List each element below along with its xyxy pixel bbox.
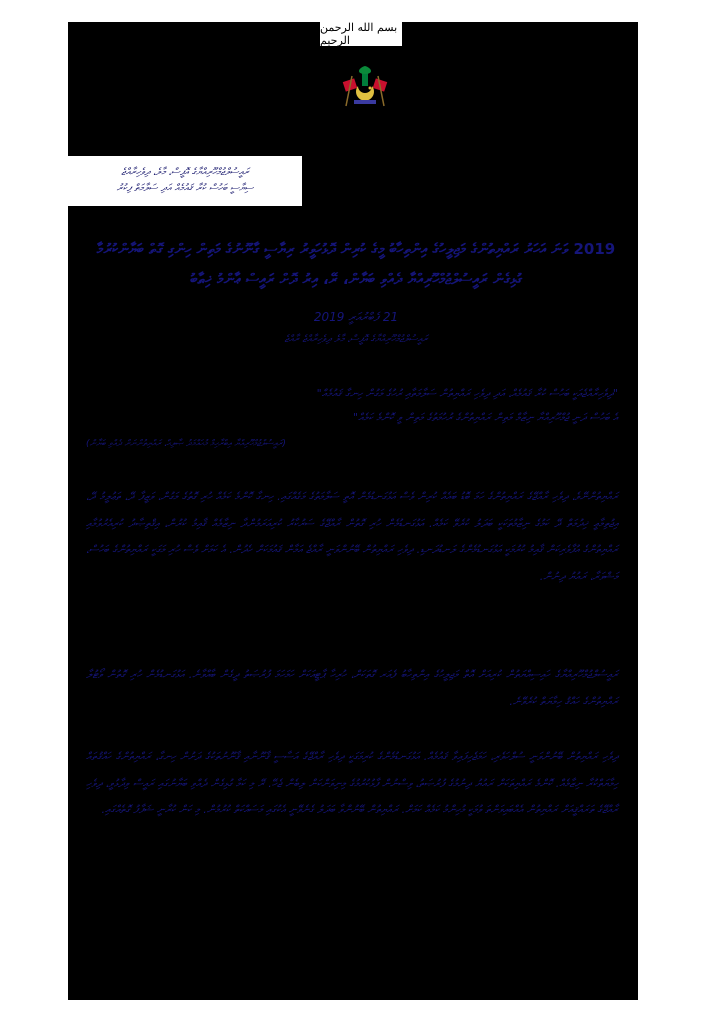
body-paragraph-2: ރައީސުލްޖުމްހޫރިއްޔާގެ ހައިސިއްޔަތުން ކުރިއަށް އޮތް މަޖިލީހުގެ އިންތިހާބު ފެއަރ ގޮތަކަށް، ހުރިހާ ޕާޓީއަކަށް ހަމަހަމަ ފުރުޞަތު ދީގެން ބާއްވާނެ. އަޅުގަނޑުމެން ހުރި ގޮތުން ވޯޓުލާ ރައްޔިތުންގެ ހައްޤު ހިމާޔަތް ކުރެވޭނެ. bbox=[86, 668, 618, 708]
office-name-line: ރައީސުލްޖުމްހޫރިއްޔާގެ އޮފީސް، މާލެ، ދިވެހިރާއްޖެ bbox=[121, 167, 249, 178]
body-paragraph-1: ރައްޔިތުންނޭވެ، ދިވެހި ރާއްޖޭގެ ރައްޔިތުންގެ ހަމަ ބޮޑު ބައެއް ކުރިން ވެސް އަޅުގަނޑުމެން އޮތީ ސަލާމަތުގެ މަގެއްގައި. ހިނގާ ކޮންމެ ކަމެއް ހުރި ގޮތުގެ މަގުން، ވަޒީފާ ދޭ، ތަޢުލީމު ދޭ، އިޖުތިމާޢީ ޚިދުމަތް ދޭ ކަމުގެ ނިޒާމުތަކަކީ ބަދަލު ކުރެވޭ ކަމެއް. އަޅުގަނޑުމެން ހުރި ގޮތުން ރާއްޖޭގެ ސަރުކާރު ކުރިއަރަމުންދާ ނިޒާމެއް ޤާއިމު ކުރުން، އިޤްތިޞާދު ކުރިއެރުވުމާއި ރައްޔިތުންގެ އުފާވެރިކަން ޤާއިމު ކުރުމަކީ އަޅުގަނޑުމެންގެ ލަނޑުދަނޑި. ދިވެހި ރައްޔިތުން ބޭނުންވަނީ ރާއްޖެ އަމާން ޤައުމަކަށް ހެދުން. އެ ކަމަށް ވެސް ހުރި މަގަކީ ރައްޔިތުންގެ ބަހުސް، މަޝްވަރާ، ރައުޔު ދިނުން. bbox=[86, 490, 618, 583]
release-date: 21 ފެބްރުއަރީ 2019 bbox=[313, 310, 399, 324]
quote-line-2: އެ ބަހުސް ދަނީ ޖުމްހޫރިއްޔާ ނިޒާމް މަތިން ރައްޔިތުންގެ ރުހުމަތުގެ މަތިން ވީ ކޮންމެ ކަމެއް" bbox=[353, 411, 618, 424]
press-release-headline: 2019 ވަނަ އަހަރު ރައްޔިތުންގެ މަޖިލީހުގެ އިންތިހާބު މީގެ ކުރިން ދޮޅުހަވީރު ރިޔާސީ ގާނޫނުގެ މަތިން ހިންގި ގޮތް ބަޔާންކުރުމާ ގުޅިގެން ރައީސުލްޖުމްހޫރިއްޔާ ދެއްވި ބަޔާން، ރޭ، އިރު ދޮށް ރައީސް ޢާންމު ޚިޠާބު bbox=[96, 240, 616, 288]
basmala-calligraphy: بسم الله الرحمن الرحيم bbox=[320, 22, 402, 46]
office-motto-line: ސިޔާސީ ބަހުސް ކުރާ ޤައުމެއް އަދި ސަލާމަތް ފިކުރު bbox=[116, 183, 254, 194]
release-location: ރައީސުލްޖުމްހޫރިއްޔާގެ އޮފީސް، މާލެ ދިވެހިރާއްޖެ ރާއްޖެ bbox=[284, 334, 428, 345]
quote-block bbox=[86, 382, 618, 430]
quote-source: (ރައީސުލްޖުމްހޫރިއްޔާ އިބްރާހިމް މުޙައްމަދު ޞާލިޙް، ރައްޔިތުންނަށް ދެއްވި ބަޔާން) bbox=[86, 439, 286, 449]
quote-line-1: "ދިވެހިރާއްޖެއަކީ ބަހުސް ކުރާ ޤައުމެއް، އަދި ދިވެހި ރައްޔިތުން ސަލާމަތާއި ރުހުގެ މަގުން ހިނގާ ޤައުމެއް" bbox=[316, 387, 618, 400]
maldives-state-emblem-icon bbox=[340, 62, 390, 112]
body-paragraph-3: ދިވެހި ރައްޔިތުން ބޭނުންވަނީ ސުލްހަވެރި، ހަމަޖެހިފައިވާ ޤައުމެއް. އަޅުގަނޑުމެންގެ ކުރިމަގަކީ ދިވެހި ރާއްޖޭގެ އަސާސީ ޤާނޫނާއި ޤާނޫނުތަކުގެ ދަށުން ހިނގާ، ރައްޔިތުންގެ ހައްޤުތައް ހިމާޔަތްކުރާ ނިޒާމެއް. ކޮންމެ ރައްޔިތަކަށް ރައުޔު ދިނުމުގެ ފުރުޞަތު، ވިސްނުން ފާޅުކުރުމުގެ މިނިވަންކަން ލިބެން ޖެހޭ. ރޭ މި ކަމާ ގުޅިގެން ދެއްވި ބަޔާނުގައި ރައީސް ވިދާޅުވީ، ދިވެހި ރާއްޖޭގެ ތަރައްޤީއަށް ރައްޔިތުން އެއްބައިވަންތަ ވުމަކީ މުހިންމު ކަމެއް ކަމަށް. ރައްޔިތުން ބޭނުންވާ ބަދަލު ގެނެވޭނީ އެކުގައި މަސައްކަތް ކުރުމުން. މި ކަން ކުރާނީ ޝަފާފު ގޮތެއްގައި. bbox=[86, 750, 618, 816]
document-page bbox=[68, 22, 638, 1000]
office-letterhead-box bbox=[68, 156, 302, 206]
